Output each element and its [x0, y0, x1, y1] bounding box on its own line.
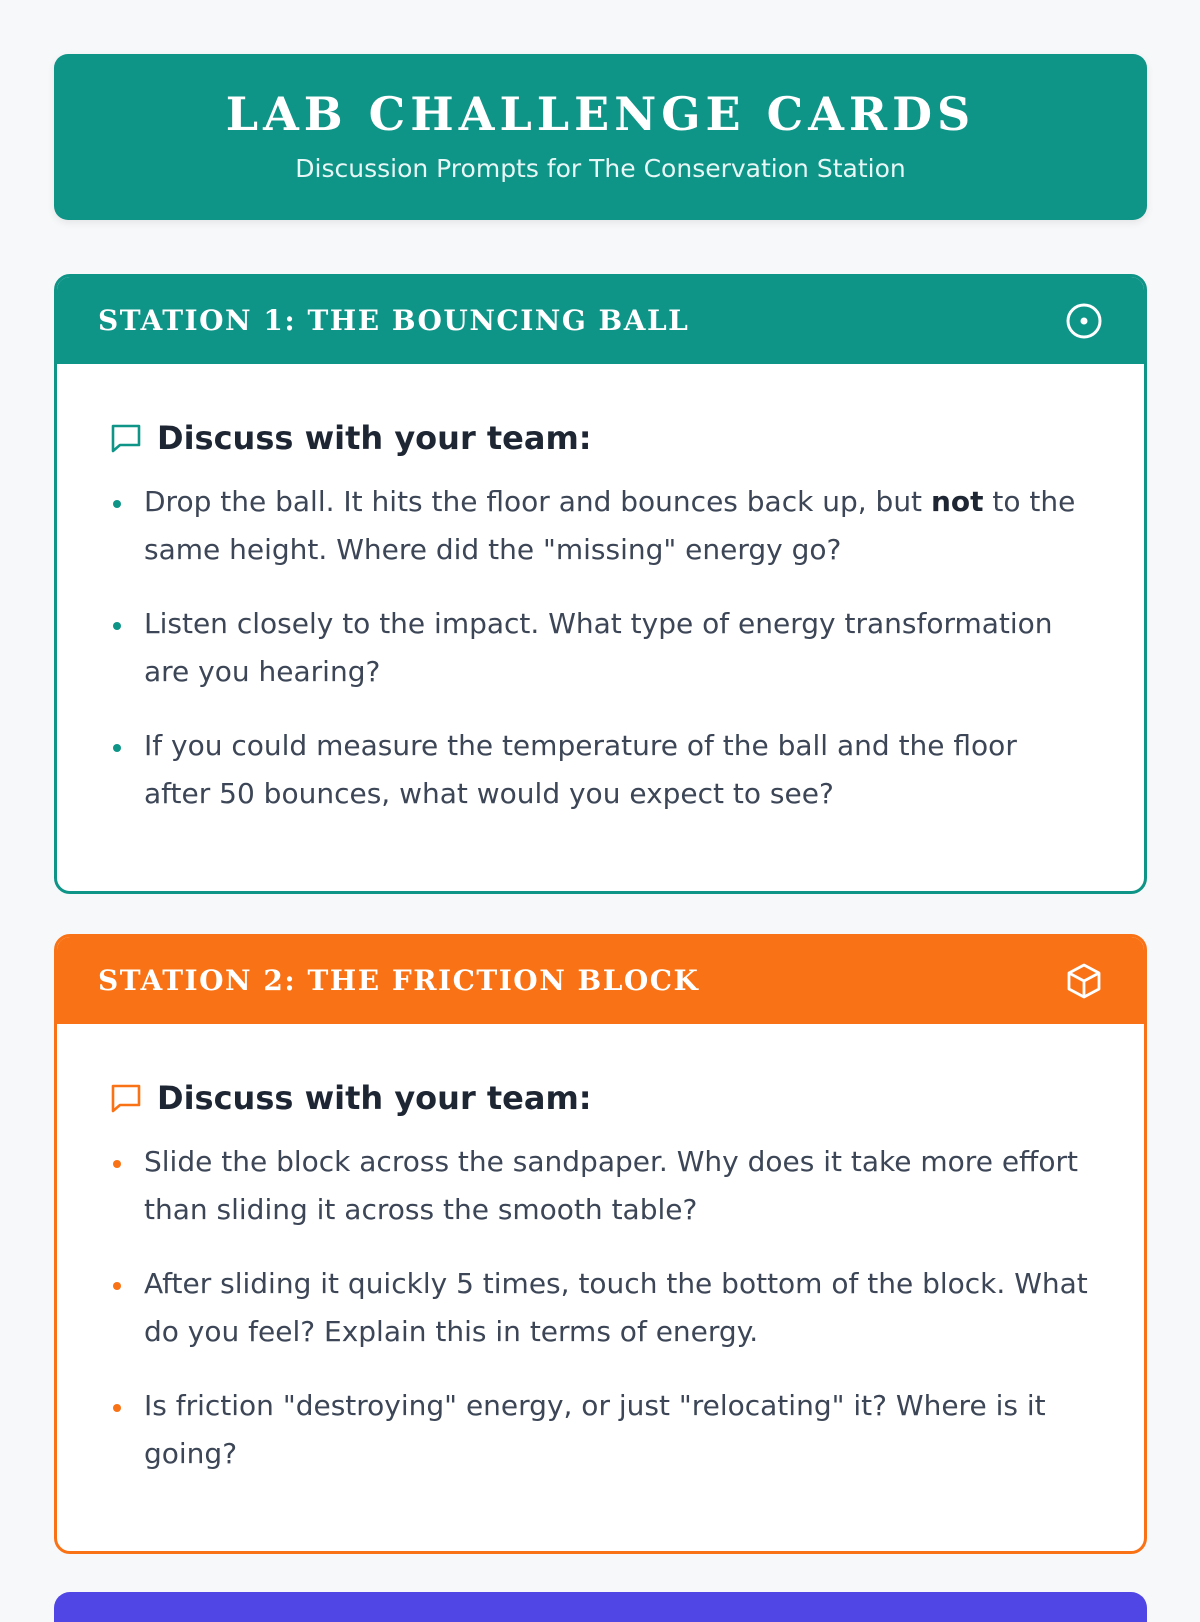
discuss-heading: [109, 1074, 1088, 1122]
prompt-list: [109, 1138, 1088, 1478]
page-header: [54, 54, 1147, 220]
station-title: STATION 1: THE BOUNCING BALL: [98, 304, 690, 337]
station-header: [57, 277, 1144, 364]
target-icon: [1064, 301, 1104, 341]
prompt-item: [109, 1382, 1088, 1478]
bullet-dot: [113, 1160, 121, 1168]
prompt-item: [109, 600, 1088, 696]
cube-icon: [1064, 961, 1104, 1001]
bullet-dot: [113, 1404, 121, 1412]
prompt-text: Slide the block across the sandpaper. Why does it take more effort than sliding it across the smooth table?: [144, 1145, 1078, 1226]
prompt-text: After sliding it quickly 5 times, touch the bottom of the block. What do you feel? Explain this in terms of energy.: [144, 1267, 1088, 1348]
chat-bubble-icon: [109, 1081, 143, 1115]
station-card-1: [54, 274, 1147, 894]
page-title: LAB CHALLENGE CARDS: [225, 87, 976, 141]
prompt-item: [109, 722, 1088, 818]
station-body: [57, 364, 1144, 818]
bullet-dot: [113, 622, 121, 630]
prompt-item: [109, 1260, 1088, 1356]
prompt-list: [109, 478, 1088, 818]
bullet-dot: [113, 500, 121, 508]
prompt-text: Drop the ball. It hits the floor and bounces back up, but: [144, 485, 931, 518]
discuss-label: Discuss with your team:: [157, 419, 592, 457]
discuss-label: Discuss with your team:: [157, 1079, 592, 1117]
discuss-heading: [109, 414, 1088, 462]
prompt-emphasis: not: [930, 485, 984, 518]
chat-bubble-icon: [109, 421, 143, 455]
station-header: [57, 937, 1144, 1024]
bullet-dot: [113, 1282, 121, 1290]
prompt-text: to the same height. Where did the "missing" energy go?: [144, 485, 1076, 566]
prompt-item: [109, 1138, 1088, 1234]
station-card-2: [54, 934, 1147, 1554]
prompt-text: If you could measure the temperature of the ball and the floor after 50 bounces, what would you expect to see?: [144, 729, 1017, 810]
station-card-3-header: [54, 1592, 1147, 1622]
station-title: STATION 2: THE FRICTION BLOCK: [98, 964, 700, 997]
prompt-text: Is friction "destroying" energy, or just "relocating" it? Where is it going?: [144, 1389, 1046, 1470]
prompt-text: Listen closely to the impact. What type of energy transformation are you hearing?: [144, 607, 1053, 688]
page-subtitle: Discussion Prompts for The Conservation Station: [295, 154, 906, 183]
prompt-item: [109, 478, 1088, 574]
station-body: [57, 1024, 1144, 1478]
bullet-dot: [113, 744, 121, 752]
